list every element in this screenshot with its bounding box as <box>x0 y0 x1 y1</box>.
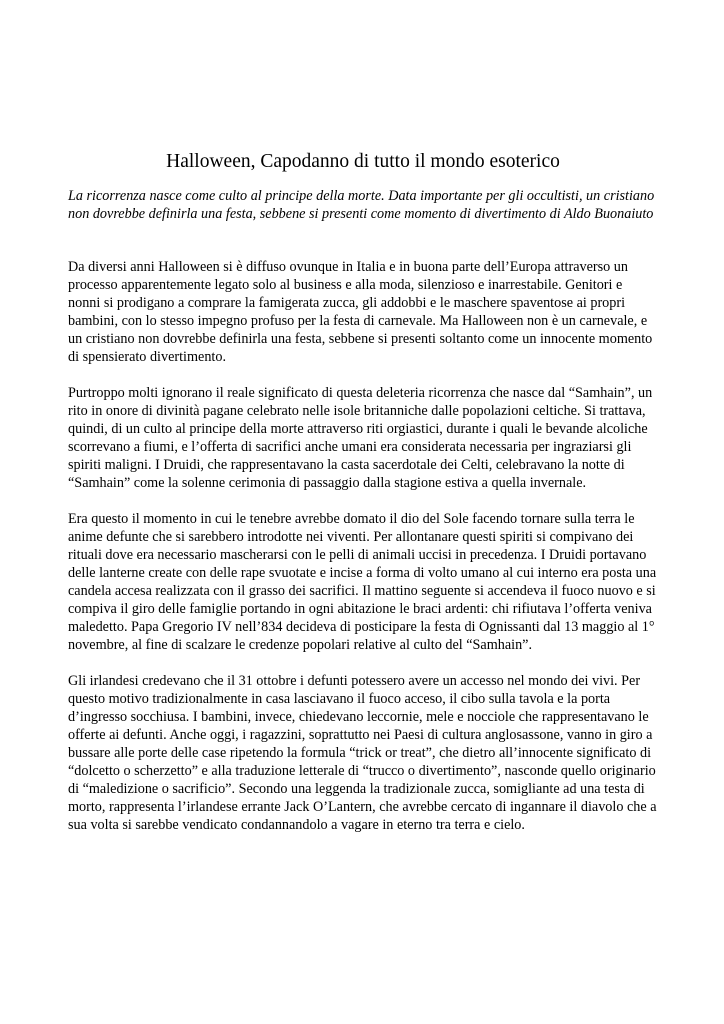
paragraph-2: Purtroppo molti ignorano il reale significato di questa deleteria ricorrenza che nasce dal “Samhain”, un rito in onore di divinità pagane celebrato nelle isole britanniche dalle popolazioni celtiche. Si trattava, quindi, di un culto al principe della morte attraverso riti orgiastici, durante i quali le bevande alcoliche scorrevano a fiumi, e l’offerta di sacrifici anche umani era considerata necessaria per ingraziarsi gli spiriti maligni. I Druidi, che rappresentavano la casta sacerdotale dei Celti, celebravano la notte di “Samhain” come la solenne cerimonia di passaggio dalla stagione estiva a quella invernale. <box>68 385 653 491</box>
document-page <box>68 0 658 852</box>
paragraph-1: Da diversi anni Halloween si è diffuso ovunque in Italia e in buona parte dell’Europa attraverso un processo apparentemente legato solo al business e alla moda, silenzioso e inarrestabile. Genitori e nonni si prodigano a comprare la famigerata zucca, gli addobbi e le maschere spaventose ai propri bambini, con lo stesso impegno profuso per la festa di carnevale. Ma Halloween non è un carnevale, e un cristiano non dovrebbe definirla una festa, sebbene si presenti soltanto come un innocente momento di spensierato divertimento. <box>68 259 653 365</box>
article-body <box>68 258 658 834</box>
article-subtitle: La ricorrenza nasce come culto al principe della morte. Data importante per gli occultisti, un cristiano non dovrebbe definirla una festa, sebbene si presenti come momento di divertimento di Aldo Buonaiuto <box>68 188 655 222</box>
article-title: Halloween, Capodanno di tutto il mondo esoterico <box>166 151 560 172</box>
paragraph-4: Gli irlandesi credevano che il 31 ottobre i defunti potessero avere un accesso nel mondo dei vivi. Per questo motivo tradizionalmente in casa lasciavano il fuoco acceso, il cibo sulla tavola e la porta d’ingresso socchiusa. I bambini, invece, chiedevano leccornie, mele e nocciole che rappresentavano le offerte ai defunti. Anche oggi, i ragazzini, soprattutto nei Paesi di cultura anglosassone, vanno in giro a bussare alle porte delle case ripetendo la formula “trick or treat”, che dietro all’innocente significato di “dolcetto o scherzetto” e alla traduzione letterale di “trucco o divertimento”, nasconde quello originario di “maledizione o sacrificio”. Secondo una leggenda la tradizionale zucca, somigliante ad una testa di morto, rappresenta l’irlandese errante Jack O’Lantern, che avrebbe cercato di ingannare il diavolo che a sua volta si sarebbe vendicato condannandolo a vagare in eterno tra terra e cielo. <box>68 673 657 833</box>
paragraph-3: Era questo il momento in cui le tenebre avrebbe domato il dio del Sole facendo tornare sulla terra le anime defunte che si sarebbero introdotte nei viventi. Per allontanare questi spiriti si compivano dei rituali dove era necessario mascherarsi con le pelli di animali uccisi in precedenza. I Druidi portavano delle lanterne create con delle rape svuotate e incise a forma di volto umano al cui interno era posta una candela accesa realizzata con il grasso dei sacrifici. Il mattino seguente si accendeva il fuoco nuovo e si compiva il giro delle famiglie portando in ogni abitazione le braci ardenti: chi rifiutava l’offerta veniva maledetto. Papa Gregorio IV nell’834 decideva di posticipare la festa di Ognissanti dal 13 maggio al 1° novembre, al fine di scalzare le credenze popolari relative al culto del “Samhain”. <box>68 511 657 653</box>
